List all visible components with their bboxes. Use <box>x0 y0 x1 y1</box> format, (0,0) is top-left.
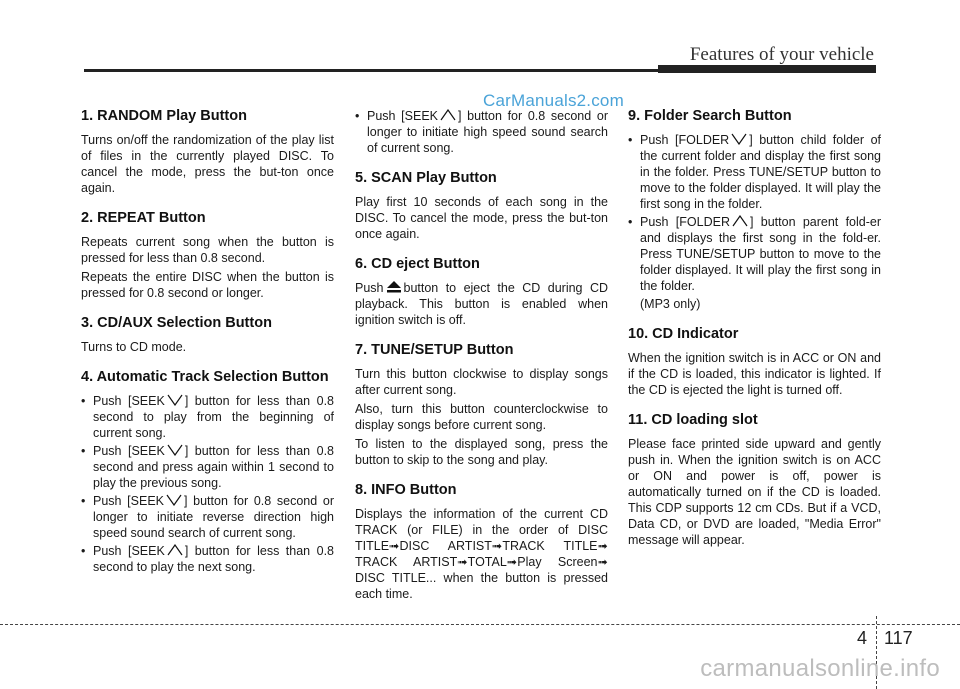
section-text-tune-2: Also, turn this button counterclockwise to display songs before current song. <box>355 402 608 432</box>
chevron-up-icon <box>439 109 457 121</box>
column-3 <box>628 108 881 551</box>
section-title-cd-eject: 6. CD eject Button <box>355 256 480 272</box>
section-title-folder-search: 9. Folder Search Button <box>628 108 792 124</box>
section-title-cd-aux: 3. CD/AUX Selection Button <box>81 315 272 331</box>
section-text-tune-3: To listen to the displayed song, press the button to skip to the song and play. <box>355 437 608 467</box>
folder-search-list <box>628 132 881 294</box>
section-title-tune-setup: 7. TUNE/SETUP Button <box>355 342 514 358</box>
header-rule-accent <box>658 65 876 73</box>
footer-rule <box>0 624 960 625</box>
section-text-tune-1: Turn this button clockwise to display songs after current song. <box>355 367 608 397</box>
list-item: • Push [SEEK ] button for 0.8 second or longer to initiate reverse direction high speed sound search of current song. <box>81 493 334 541</box>
page-number: 117 <box>884 628 913 648</box>
section-text-repeat-2: Repeats the entire DISC when the button is pressed for 0.8 second or longer. <box>81 270 334 300</box>
list-item: • Push [FOLDER ] button child folder of the current folder and display the first song in the folder. Press TUNE/SETUP button to move to the folder displayed. It will play the first song in the folder. <box>628 132 881 212</box>
section-text-cd-slot: Please face printed side upward and gently push in. When the ignition switch is on ACC or ON and power is off, power is automatically turned on if the CD is loaded. This CDP supports 12 cm CDs. But if a VCD, Data CD, or DVD are loaded, "Media Error" message will appear. <box>628 437 881 547</box>
chevron-down-icon <box>166 444 184 456</box>
section-text-repeat-1: Repeats current song when the button is pressed for less than 0.8 second. <box>81 235 334 265</box>
section-title-repeat: 2. REPEAT Button <box>81 210 206 226</box>
watermark-bottom: carmanualsonline.info <box>700 655 940 682</box>
column-1 <box>81 108 334 577</box>
chapter-number: 4 <box>857 628 868 648</box>
section-text-random: Turns on/off the randomization of the play list of files in the currently played DISC. To cancel the mode, press the but-ton once again. <box>81 133 334 195</box>
seek-list <box>355 108 608 156</box>
chevron-down-icon <box>730 133 748 145</box>
section-title-random: 1. RANDOM Play Button <box>81 108 247 124</box>
page-header-title: Features of your vehicle <box>689 44 874 65</box>
section-title-cd-indicator: 10. CD Indicator <box>628 326 739 342</box>
list-item: • Push [SEEK ] button for 0.8 second or longer to initiate high speed sound search of current song. <box>355 108 608 156</box>
chevron-up-icon <box>166 544 184 556</box>
chevron-down-icon <box>165 494 183 506</box>
track-selection-list <box>81 393 334 575</box>
section-title-info: 8. INFO Button <box>355 482 457 498</box>
folder-search-note: (MP3 only) <box>640 297 701 311</box>
list-item: • Push [SEEK ] button for less than 0.8 second to play the next song. <box>81 543 334 575</box>
section-title-track-selection: 4. Automatic Track Selection Button <box>81 369 329 385</box>
section-title-scan: 5. SCAN Play Button <box>355 170 497 186</box>
chevron-up-icon <box>731 215 749 227</box>
list-item: • Push [FOLDER ] button parent fold-er and displays the first song in the fold-er. Press TUNE/SETUP button to move to the folder displayed. It will play the first song in the folder. <box>628 214 881 294</box>
list-item: • Push [SEEK ] button for less than 0.8 second and press again within 1 second to play the previous song. <box>81 443 334 491</box>
chevron-down-icon <box>166 394 184 406</box>
section-title-cd-slot: 11. CD loading slot <box>628 412 758 428</box>
column-2 <box>355 108 608 605</box>
section-text-info: Displays the information of the current CD TRACK (or FILE) in the order of DISC TITLE➟DISC ARTIST➟TRACK TITLE➟ TRACK ARTIST➟TOTAL➟Play Screen➟ DISC TITLE... when the button is pressed each time. <box>355 507 608 601</box>
list-item: • Push [SEEK ] button for less than 0.8 second to play from the beginning of current song. <box>81 393 334 441</box>
section-text-scan: Play first 10 seconds of each song in the DISC. To cancel the mode, press the but-ton once again. <box>355 195 608 241</box>
section-text-cd-indicator: When the ignition switch is in ACC or ON and if the CD is loaded, this indicator is lighted. If the CD is ejected the light is turned off. <box>628 351 881 397</box>
watermark-top: CarManuals2.com <box>483 91 624 110</box>
eject-icon <box>386 281 402 293</box>
section-text-cd-aux: Turns to CD mode. <box>81 340 187 354</box>
section-text-cd-eject: Push button to eject the CD during CD playback. This button is enabled when ignition switch is off. <box>355 281 608 327</box>
